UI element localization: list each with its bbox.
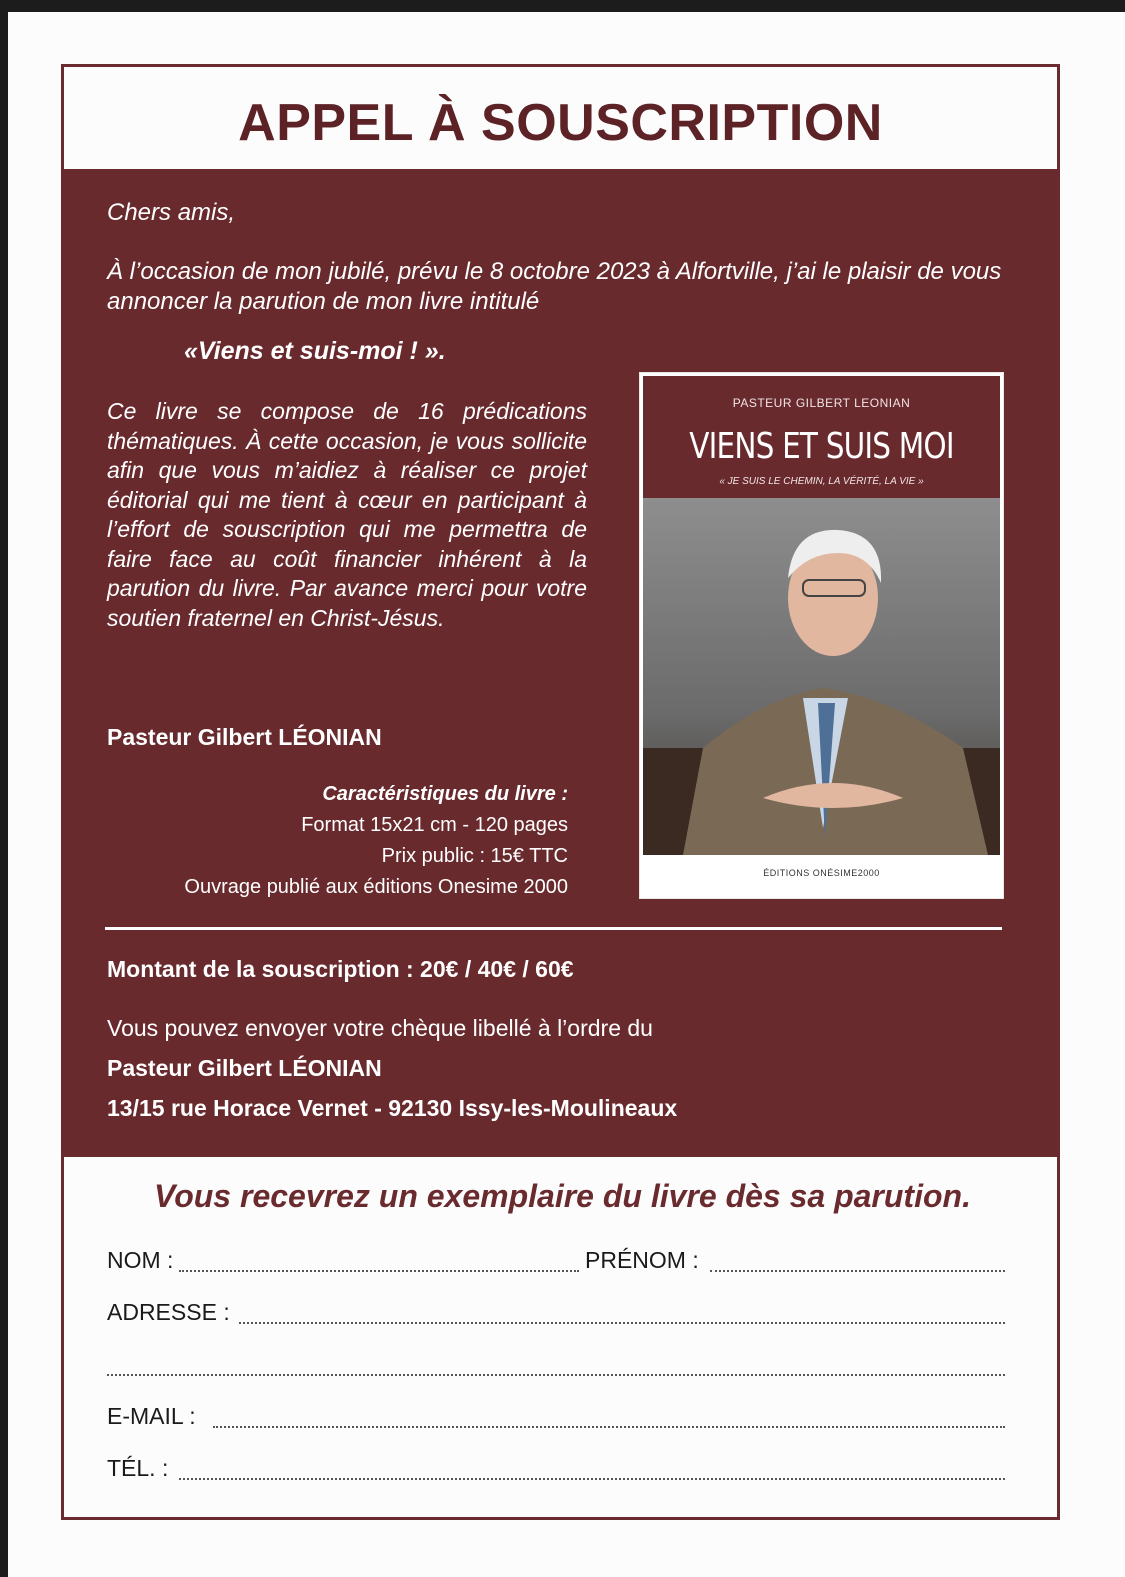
cover-header xyxy=(643,376,1000,498)
subscription-amount: Montant de la souscription : 20€ / 40€ / 60€ xyxy=(107,956,574,982)
book-specs xyxy=(184,779,568,903)
author-photo xyxy=(643,498,1000,855)
greeting: Chers amis, xyxy=(107,199,236,226)
book-cover xyxy=(640,373,1003,898)
letter-band xyxy=(61,169,1060,1157)
page-title: APPEL À SOUSCRIPTION xyxy=(238,94,883,152)
prenom-label: PRÉNOM : xyxy=(585,1247,699,1273)
form-row-address-2 xyxy=(107,1352,1005,1382)
cover-title: VIENS ET SUIS MOI xyxy=(689,426,954,467)
send-instructions: Vous pouvez envoyer votre chèque libellé à l’ordre du xyxy=(107,1015,653,1041)
form-row-phone xyxy=(107,1456,1005,1486)
divider xyxy=(105,927,1002,930)
intro-text: À l’occasion de mon jubilé, prévu le 8 octobre 2023 à Alfortville, j’ai le plaisir de vous annoncer la parution de mon livre intitulé xyxy=(107,258,1002,315)
signature: Pasteur Gilbert LÉONIAN xyxy=(107,724,382,750)
nom-label: NOM : xyxy=(107,1247,174,1273)
cover-publisher: ÉDITIONS ONÉSIME2000 xyxy=(763,868,880,878)
specs-price: Prix public : 15€ TTC xyxy=(381,845,568,867)
adresse-field-2[interactable] xyxy=(107,1374,1005,1376)
author-portrait-icon xyxy=(643,498,1000,855)
specs-publisher: Ouvrage publié aux éditions Onesime 2000 xyxy=(184,876,568,898)
adresse-label: ADRESSE : xyxy=(107,1299,230,1325)
receive-notice: Vous recevrez un exemplaire du livre dès sa parution. xyxy=(154,1178,971,1214)
form-row-address xyxy=(107,1300,1005,1330)
tel-label: TÉL. : xyxy=(107,1455,169,1481)
specs-format: Format 15x21 cm - 120 pages xyxy=(301,814,568,836)
email-label: E-MAIL : xyxy=(107,1403,196,1429)
form-row-email xyxy=(107,1404,1005,1434)
email-field[interactable] xyxy=(213,1426,1005,1428)
payee-name: Pasteur Gilbert LÉONIAN xyxy=(107,1055,382,1081)
nom-field[interactable] xyxy=(179,1270,579,1272)
specs-heading: Caractéristiques du livre : xyxy=(322,783,568,805)
payee-address: 13/15 rue Horace Vernet - 92130 Issy-les-Moulineaux xyxy=(107,1095,678,1121)
prenom-field[interactable] xyxy=(710,1270,1005,1272)
tel-field[interactable] xyxy=(179,1478,1005,1480)
form-row-name xyxy=(107,1248,1005,1278)
body-text: Ce livre se compose de 16 prédications thématiques. À cette occasion, je vous sollicite afin que vous m’aidiez à réaliser ce projet éditorial qui me tient à cœur en participant à l’effort de souscription qui me permettra de faire face au coût financier inhérent à la parution du livre. Par avance merci pour votre soutien fraternel en Christ-Jésus. xyxy=(107,398,587,631)
cover-author: PASTEUR GILBERT LEONIAN xyxy=(732,396,911,410)
book-title: «Viens et suis-moi ! ». xyxy=(184,337,446,365)
adresse-field[interactable] xyxy=(239,1322,1005,1324)
cover-subtitle: « JE SUIS LE CHEMIN, LA VÉRITÉ, LA VIE » xyxy=(719,476,924,487)
